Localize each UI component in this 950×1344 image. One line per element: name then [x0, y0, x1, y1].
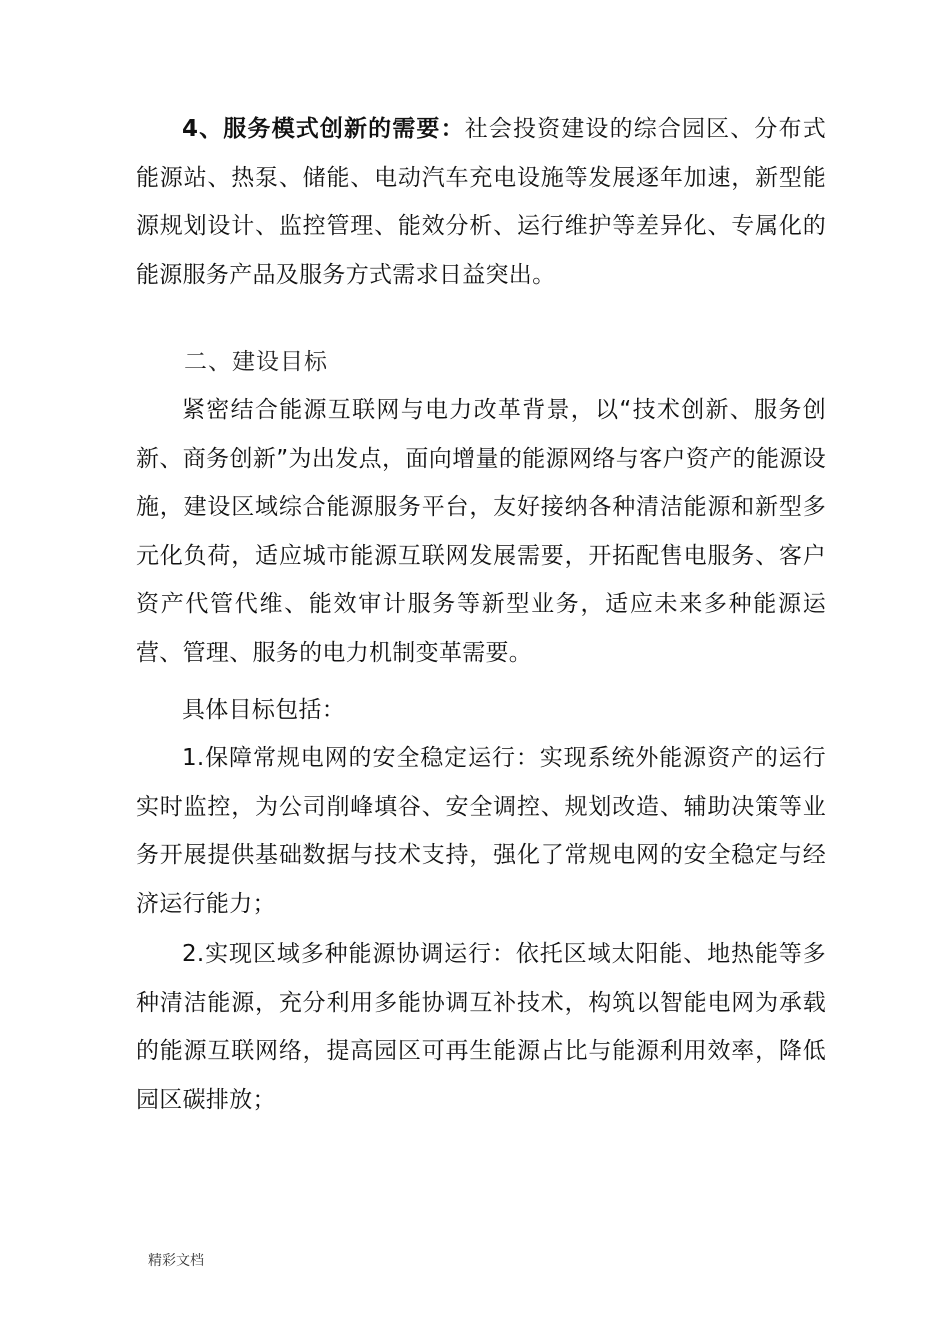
- specific-goals-intro: 具体目标包括：: [182, 697, 346, 723]
- goal-item-1: 1.保障常规电网的安全稳定运行：实现系统外能源资产的运行实时监控，为公司削峰填谷、安全调控、规划改造、辅助决策等业务开展提供基础数据与技术支持，强化了常规电网的安全稳定与经济运行能力；: [136, 745, 826, 917]
- section-heading: 二、建设目标: [184, 349, 328, 375]
- paragraph-service-model-innovation: [136, 105, 826, 299]
- footer-watermark: 精彩文档: [148, 1253, 204, 1269]
- goal-item-2: 2.实现区域多种能源协调运行：依托区域太阳能、地热能等多种清洁能源，充分利用多能协调互补技术，构筑以智能电网为承载的能源互联网络，提高园区可再生能源占比与能源利用效率，降低园区碳排放；: [136, 941, 826, 1113]
- goal-paragraph: 紧密结合能源互联网与电力改革背景，以“技术创新、服务创新、商务创新”为出发点，面向增量的能源网络与客户资产的能源设施，建设区域综合能源服务平台，友好接纳各种清洁能源和新型多元化负荷，适应城市能源互联网发展需要，开拓配售电服务、客户资产代管代维、能效审计服务等新型业务，适应未来多种能源运营、管理、服务的电力机制变革需要。: [136, 397, 826, 666]
- paragraph-lead-separator: ：: [440, 116, 465, 142]
- paragraph-body: 社会投资建设的综合园区、分布式能源站、热泵、储能、电动汽车充电设施等发展逐年加速，新型能源规划设计、监控管理、能效分析、运行维护等差异化、专属化的能源服务产品及服务方式需求日益突出。: [136, 116, 826, 288]
- paragraph-lead-bold: 4、服务模式创新的需要: [182, 116, 441, 142]
